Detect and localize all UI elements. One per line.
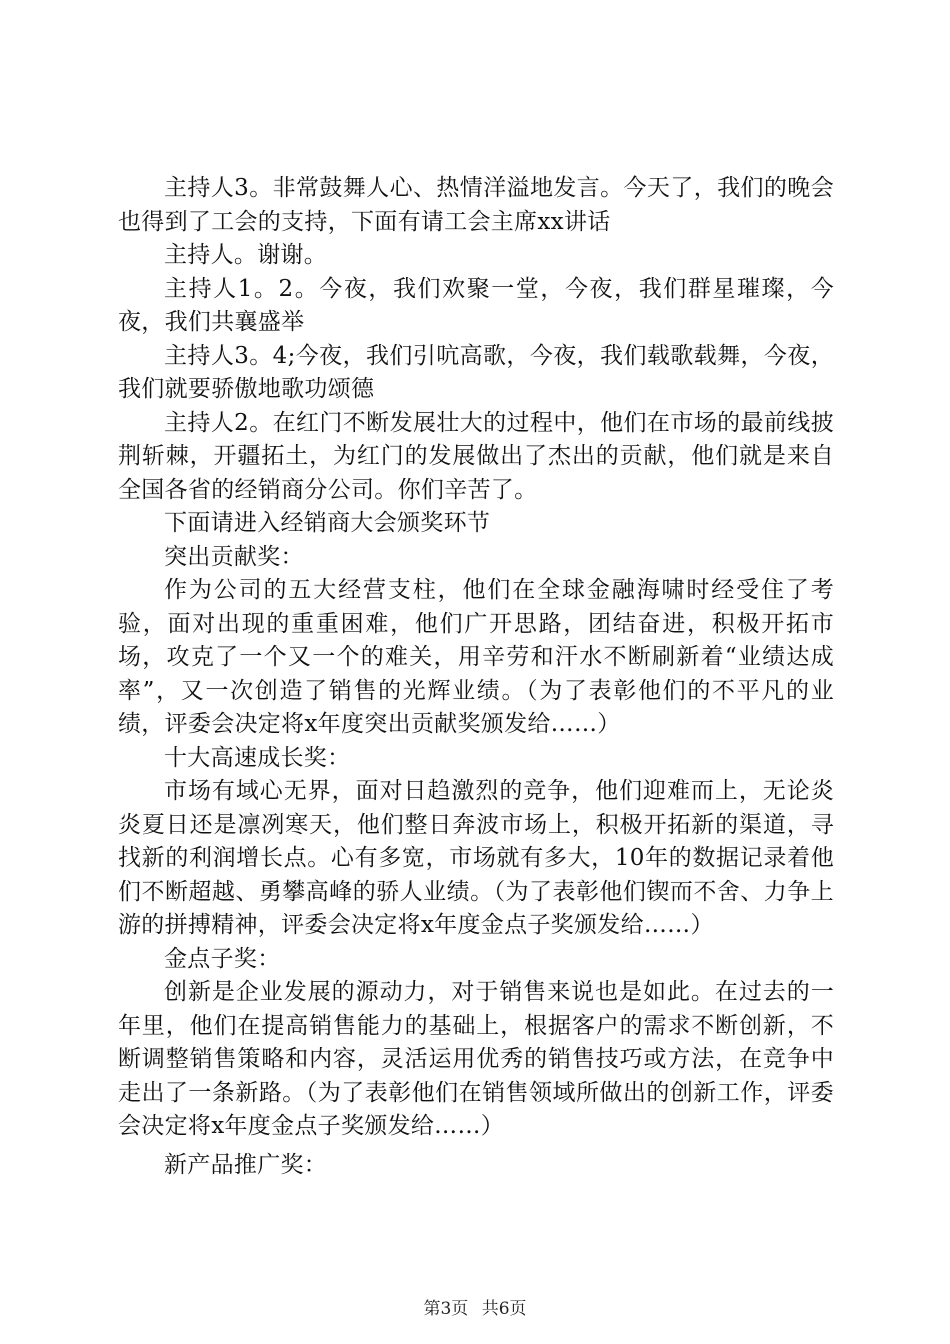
- document-body: [118, 172, 834, 1182]
- paragraph-host3-speech: 主持人3。非常鼓舞人心、热情洋溢地发言。今天了，我们的晚会也得到了工会的支持，下面有请工会主席xx讲话: [118, 175, 834, 235]
- paragraph-golden-idea: 创新是企业发展的源动力，对于销售来说也是如此。在过去的一年里，他们在提高销售能力的基础上，根据客户的需求不断创新，不断调整销售策略和内容，灵活运用优秀的销售技巧或方法，在竞争中走出了一条新路。（为了表彰他们在销售领域所做出的创新工作，评委会决定将x年度金点子奖颁发给……）: [118, 979, 834, 1139]
- paragraph-host12-tonight: 主持人1。2。今夜，我们欢聚一堂，今夜，我们群星璀璨，今夜，我们共襄盛举: [118, 275, 834, 335]
- paragraph-top-ten-growth: 市场有域心无界，面对日趋激烈的竞争，他们迎难而上，无论炎炎夏日还是凛冽寒天，他们整日奔波市场上，积极开拓新的渠道，寻找新的利润增长点。心有多宽，市场就有多大，10年的数据记录着他们不断超越、勇攀高峰的骄人业绩。（为了表彰他们锲而不舍、力争上游的拼搏精神，评委会决定将x年度金点子奖颁发给……）: [118, 778, 834, 938]
- paragraph-award-intro: 下面请进入经销商大会颁奖环节: [164, 510, 491, 536]
- heading-outstanding-contribution: 突出贡献奖：: [164, 543, 304, 570]
- heading-new-product-promotion: 新产品推广奖：: [164, 1151, 328, 1178]
- paragraph-host2-dealers: 主持人2。在红门不断发展壮大的过程中，他们在市场的最前线披荆斩棘，开疆拓土，为红门的发展做出了杰出的贡献，他们就是来自全国各省的经销商分公司。你们辛苦了。: [118, 409, 834, 503]
- page-footer: [0, 1298, 950, 1320]
- page-total: 共6页: [481, 1299, 527, 1319]
- paragraph-host34-tonight: 主持人3。4;今夜，我们引吭高歌，今夜，我们载歌载舞，今夜，我们就要骄傲地歌功颂德: [118, 342, 834, 402]
- heading-golden-idea: 金点子奖：: [164, 945, 281, 972]
- page-number: 第3页: [423, 1299, 469, 1319]
- paragraph-outstanding-contribution: 作为公司的五大经营支柱，他们在全球金融海啸时经受住了考验，面对出现的重重困难，他们广开思路，团结奋进，积极开拓市场，攻克了一个又一个的难关，用辛劳和汗水不断刷新着“业绩达成率”，又一次创造了销售的光辉业绩。（为了表彰他们的不平凡的业绩，评委会决定将x年度突出贡献奖颁发给……）: [118, 577, 834, 737]
- heading-top-ten-growth: 十大高速成长奖：: [164, 744, 351, 771]
- paragraph-host-thanks: 主持人。谢谢。: [164, 242, 328, 268]
